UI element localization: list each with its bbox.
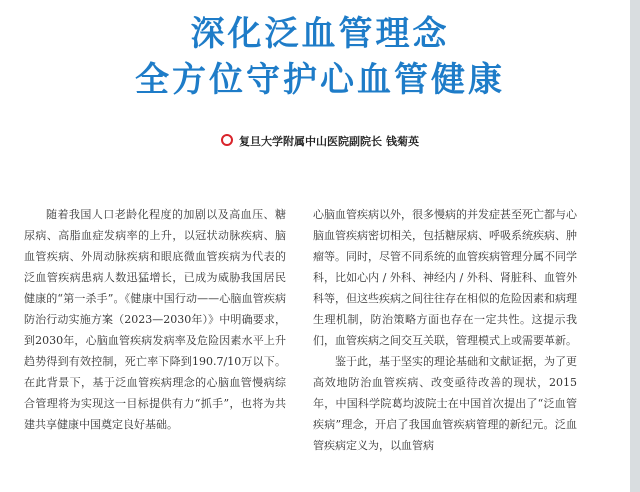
author-name: 钱菊英 (386, 135, 419, 148)
body-paragraph: 鉴于此，基于坚实的理论基础和文献证据，为了更高效地防治血管疾病、改变亟待改善的现状，2015年，中国科学院葛均波院士在中国首次提出了“泛血管疾病”理念，开启了我国血管疾病管理的新纪元。泛血管疾病定义为，以血管病 (313, 355, 577, 452)
article-title-line-1: 深化泛血管理念 (190, 14, 450, 54)
author-affiliation: 复旦大学附属中山医院副院长 (239, 135, 382, 148)
body-paragraph: 随着我国人口老龄化程度的加剧以及高血压、糖尿病、高脂血症发病率的上升，以冠状动脉疾病、脑血管疾病、外周动脉疾病和眼底微血管疾病为代表的泛血管疾病患病人数迅猛增长，已成为威胁我国居民健康的“第一杀手”。《健康中国行动——心脑血管疾病防治行动实施方案（2023—2030年）》中明确要求，到2030年，心脑血管疾病发病率及危险因素水平上升趋势得到有效控制，死亡率下降到190.7/10万以下。在此背景下，基于泛血管疾病理念的心脑血管慢病综合管理将为实现这一目标提供有力“抓手”，也将为共建共享健康中国奠定良好基础。 (24, 208, 286, 431)
body-column-right (313, 204, 577, 492)
body-paragraph: 心脑血管疾病以外，很多慢病的并发症甚至死亡都与心脑血管疾病密切相关，包括糖尿病、呼吸系统疾病、肿瘤等。同时，尽管不同系统的血管疾病管理分属不同学科，比如心内 / 外科、神经内 / 外科、肾脏科、血管外科等，但这些疾病之间往往存在相似的危险因素和病理生理机制，防治策略方面也存在一定共性。这提示我们，血管疾病之间交互关联，管理模式上或需要革新。 (313, 208, 577, 347)
author-byline (0, 134, 640, 150)
ring-icon (221, 134, 233, 146)
body-column-left (24, 204, 286, 492)
article-title-line-2: 全方位守护心血管健康 (135, 60, 505, 100)
